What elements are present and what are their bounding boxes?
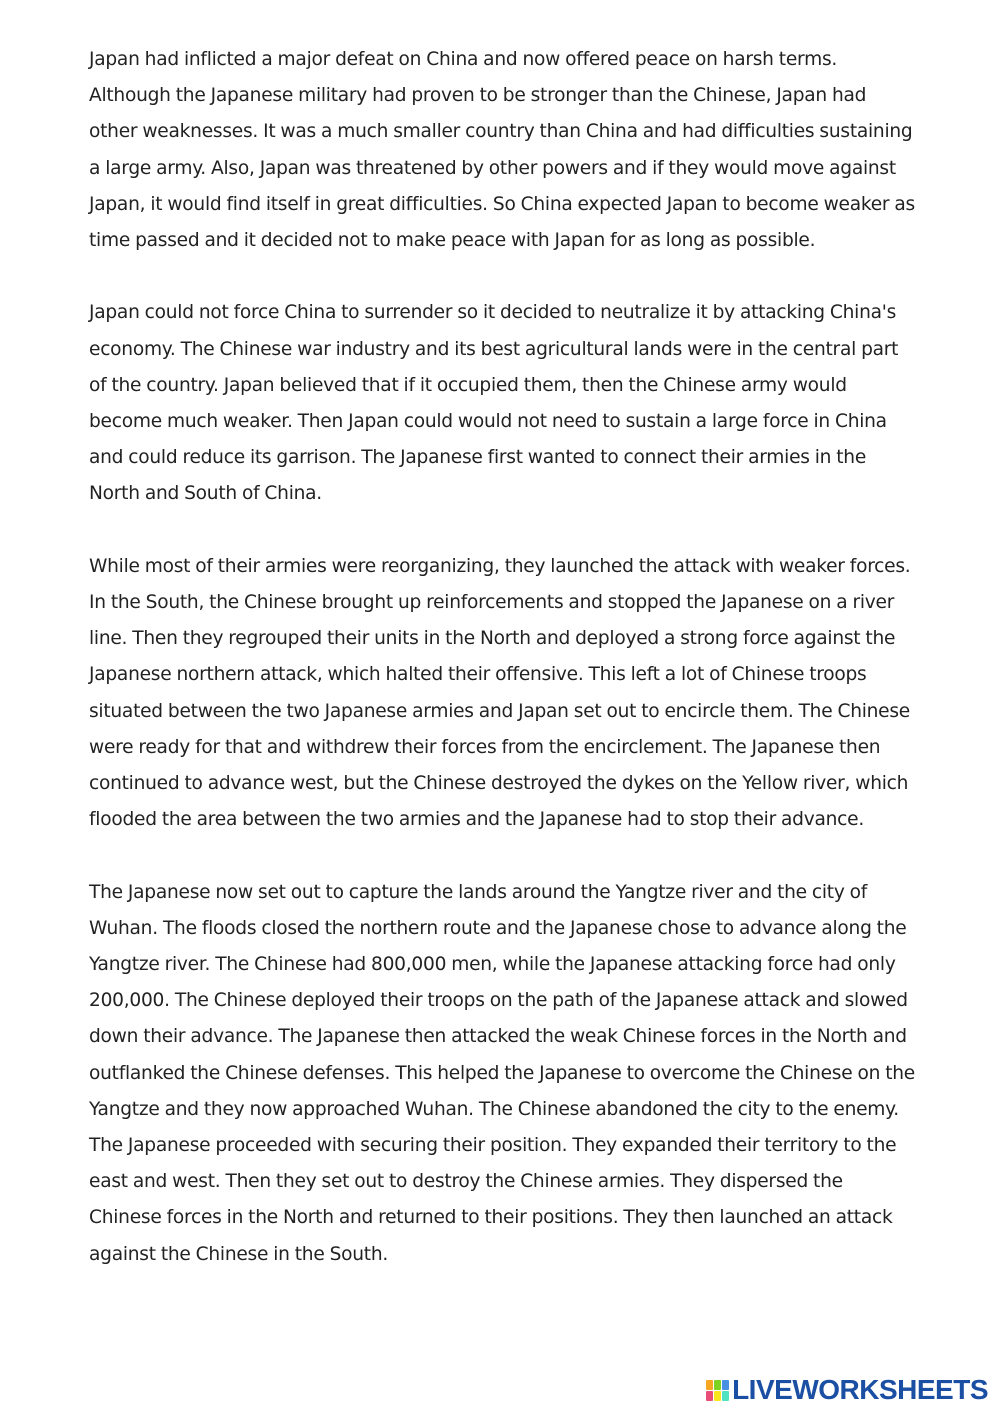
- liveworksheets-watermark: [706, 1374, 988, 1406]
- logo-tile: [714, 1380, 721, 1390]
- paragraph-4: The Japanese now set out to capture the lands around the Yangtze river and the city of Wuhan. The floods closed the northern route and the Japanese chose to advance along the Yangtze river. The Chinese had 800,000 men, while the Japanese attacking force had only 200,000. The Chinese deployed their troops on the path of the Japanese attack and slowed down their advance. The Japanese then attacked the weak Chinese forces in the North and outflanked the Chinese defenses. This helped the Japanese to overcome the Chinese on the Yangtze and they now approached Wuhan. The Chinese abandoned the city to the enemy. The Japanese proceeded with securing their position. They expanded their territory to the east and west. Then they set out to destroy the Chinese armies. They dispersed the Chinese forces in the North and returned to their positions. They then launched an attack against the Chinese in the South.: [89, 881, 915, 1265]
- paragraph-2: Japan could not force China to surrender so it decided to neutralize it by attacking China's economy. The Chinese war industry and its best agricultural lands were in the central part of the country. Japan believed that if it occupied them, then the Chinese army would become much weaker. Then Japan could would not need to sustain a large force in China and could reduce its garrison. The Japanese first wanted to connect their armies in the North and South of China.: [89, 302, 899, 505]
- paragraph-1: Japan had inflicted a major defeat on China and now offered peace on harsh terms. Although the Japanese military had proven to be stronger than the Chinese, Japan had other weaknesses. It was a much smaller country than China and had difficulties sustaining a large army. Also, Japan was threatened by other powers and if they would move against Japan, it would find itself in great difficulties. So China expected Japan to become weaker as time passed and it decided not to make peace with Japan for as long as possible.: [89, 49, 915, 252]
- watermark-text: LIVEWORKSHEETS: [732, 1374, 988, 1405]
- logo-tile: [706, 1380, 713, 1390]
- paragraph-3: While most of their armies were reorganizing, they launched the attack with weaker forces. In the South, the Chinese brought up reinforcements and stopped the Japanese on a river line. Then they regrouped their units in the North and deployed a strong force against the Japanese northern attack, which halted their offensive. This left a lot of Chinese troops situated between the two Japanese armies and Japan set out to encircle them. The Chinese were ready for that and withdrew their forces from the encirclement. The Japanese then continued to advance west, but the Chinese destroyed the dykes on the Yellow river, which flooded the area between the two armies and the Japanese had to stop their advance.: [89, 555, 911, 831]
- logo-tile: [722, 1380, 729, 1390]
- logo-tile: [714, 1391, 721, 1401]
- logo-tile: [722, 1391, 729, 1401]
- document-body: [89, 42, 915, 1309]
- logo-tile: [706, 1391, 713, 1401]
- liveworksheets-logo-icon: [706, 1380, 729, 1401]
